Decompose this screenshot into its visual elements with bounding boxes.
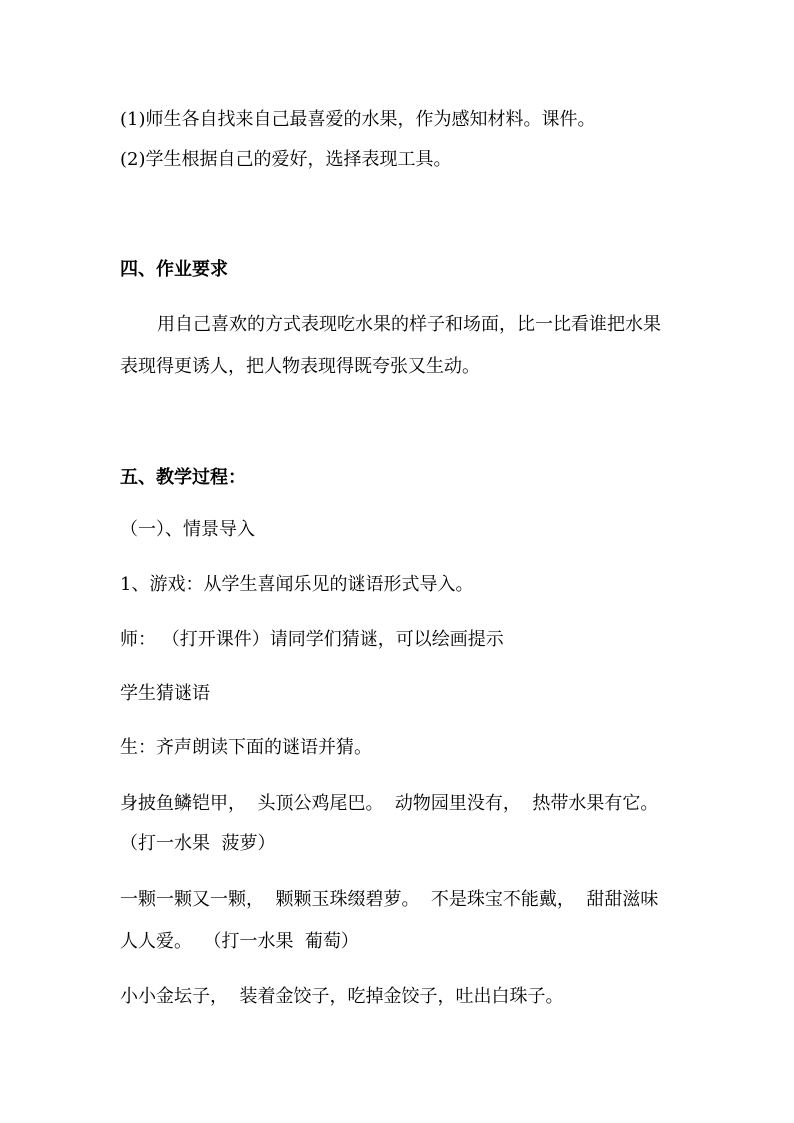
riddle-1-line-2: （打一水果 菠萝） xyxy=(120,833,276,854)
student-guess-line: 学生猜谜语 xyxy=(120,683,210,704)
process-step-1: 1、游戏：从学生喜闻乐见的谜语形式导入。 xyxy=(120,574,474,595)
materials-item-2: (2)学生根据自己的爱好，选择表现工具。 xyxy=(120,149,452,170)
homework-paragraph-line-2: 表现得更诱人，把人物表现得既夸张又生动。 xyxy=(120,356,480,377)
riddle-2-line-1: 一颗一颗又一颗， 颗颗玉珠缀碧萝。 不是珠宝不能戴， 甜甜滋味 xyxy=(120,889,659,910)
teacher-line: 师： （打开课件）请同学们猜谜，可以绘画提示 xyxy=(120,629,504,650)
student-read-line: 生：齐声朗读下面的谜语并猜。 xyxy=(120,737,372,758)
homework-paragraph-line-1: 用自己喜欢的方式表现吃水果的样子和场面，比一比看谁把水果 xyxy=(157,314,661,335)
homework-heading: 四、作业要求 xyxy=(120,259,228,280)
riddle-1-line-1: 身披鱼鳞铠甲， 头顶公鸡尾巴。 动物园里没有， 热带水果有它。 xyxy=(120,793,659,814)
process-heading: 五、教学过程： xyxy=(120,467,246,488)
process-subheading: （一）、情景导入 xyxy=(120,519,255,540)
materials-item-1: (1)师生各自找来自己最喜爱的水果，作为感知材料。课件。 xyxy=(120,109,596,130)
riddle-2-line-2: 人人爱。 （打一水果 葡萄） xyxy=(120,931,359,952)
riddle-3-line-1: 小小金坛子， 装着金饺子，吃掉金饺子，吐出白珠子。 xyxy=(120,986,564,1007)
